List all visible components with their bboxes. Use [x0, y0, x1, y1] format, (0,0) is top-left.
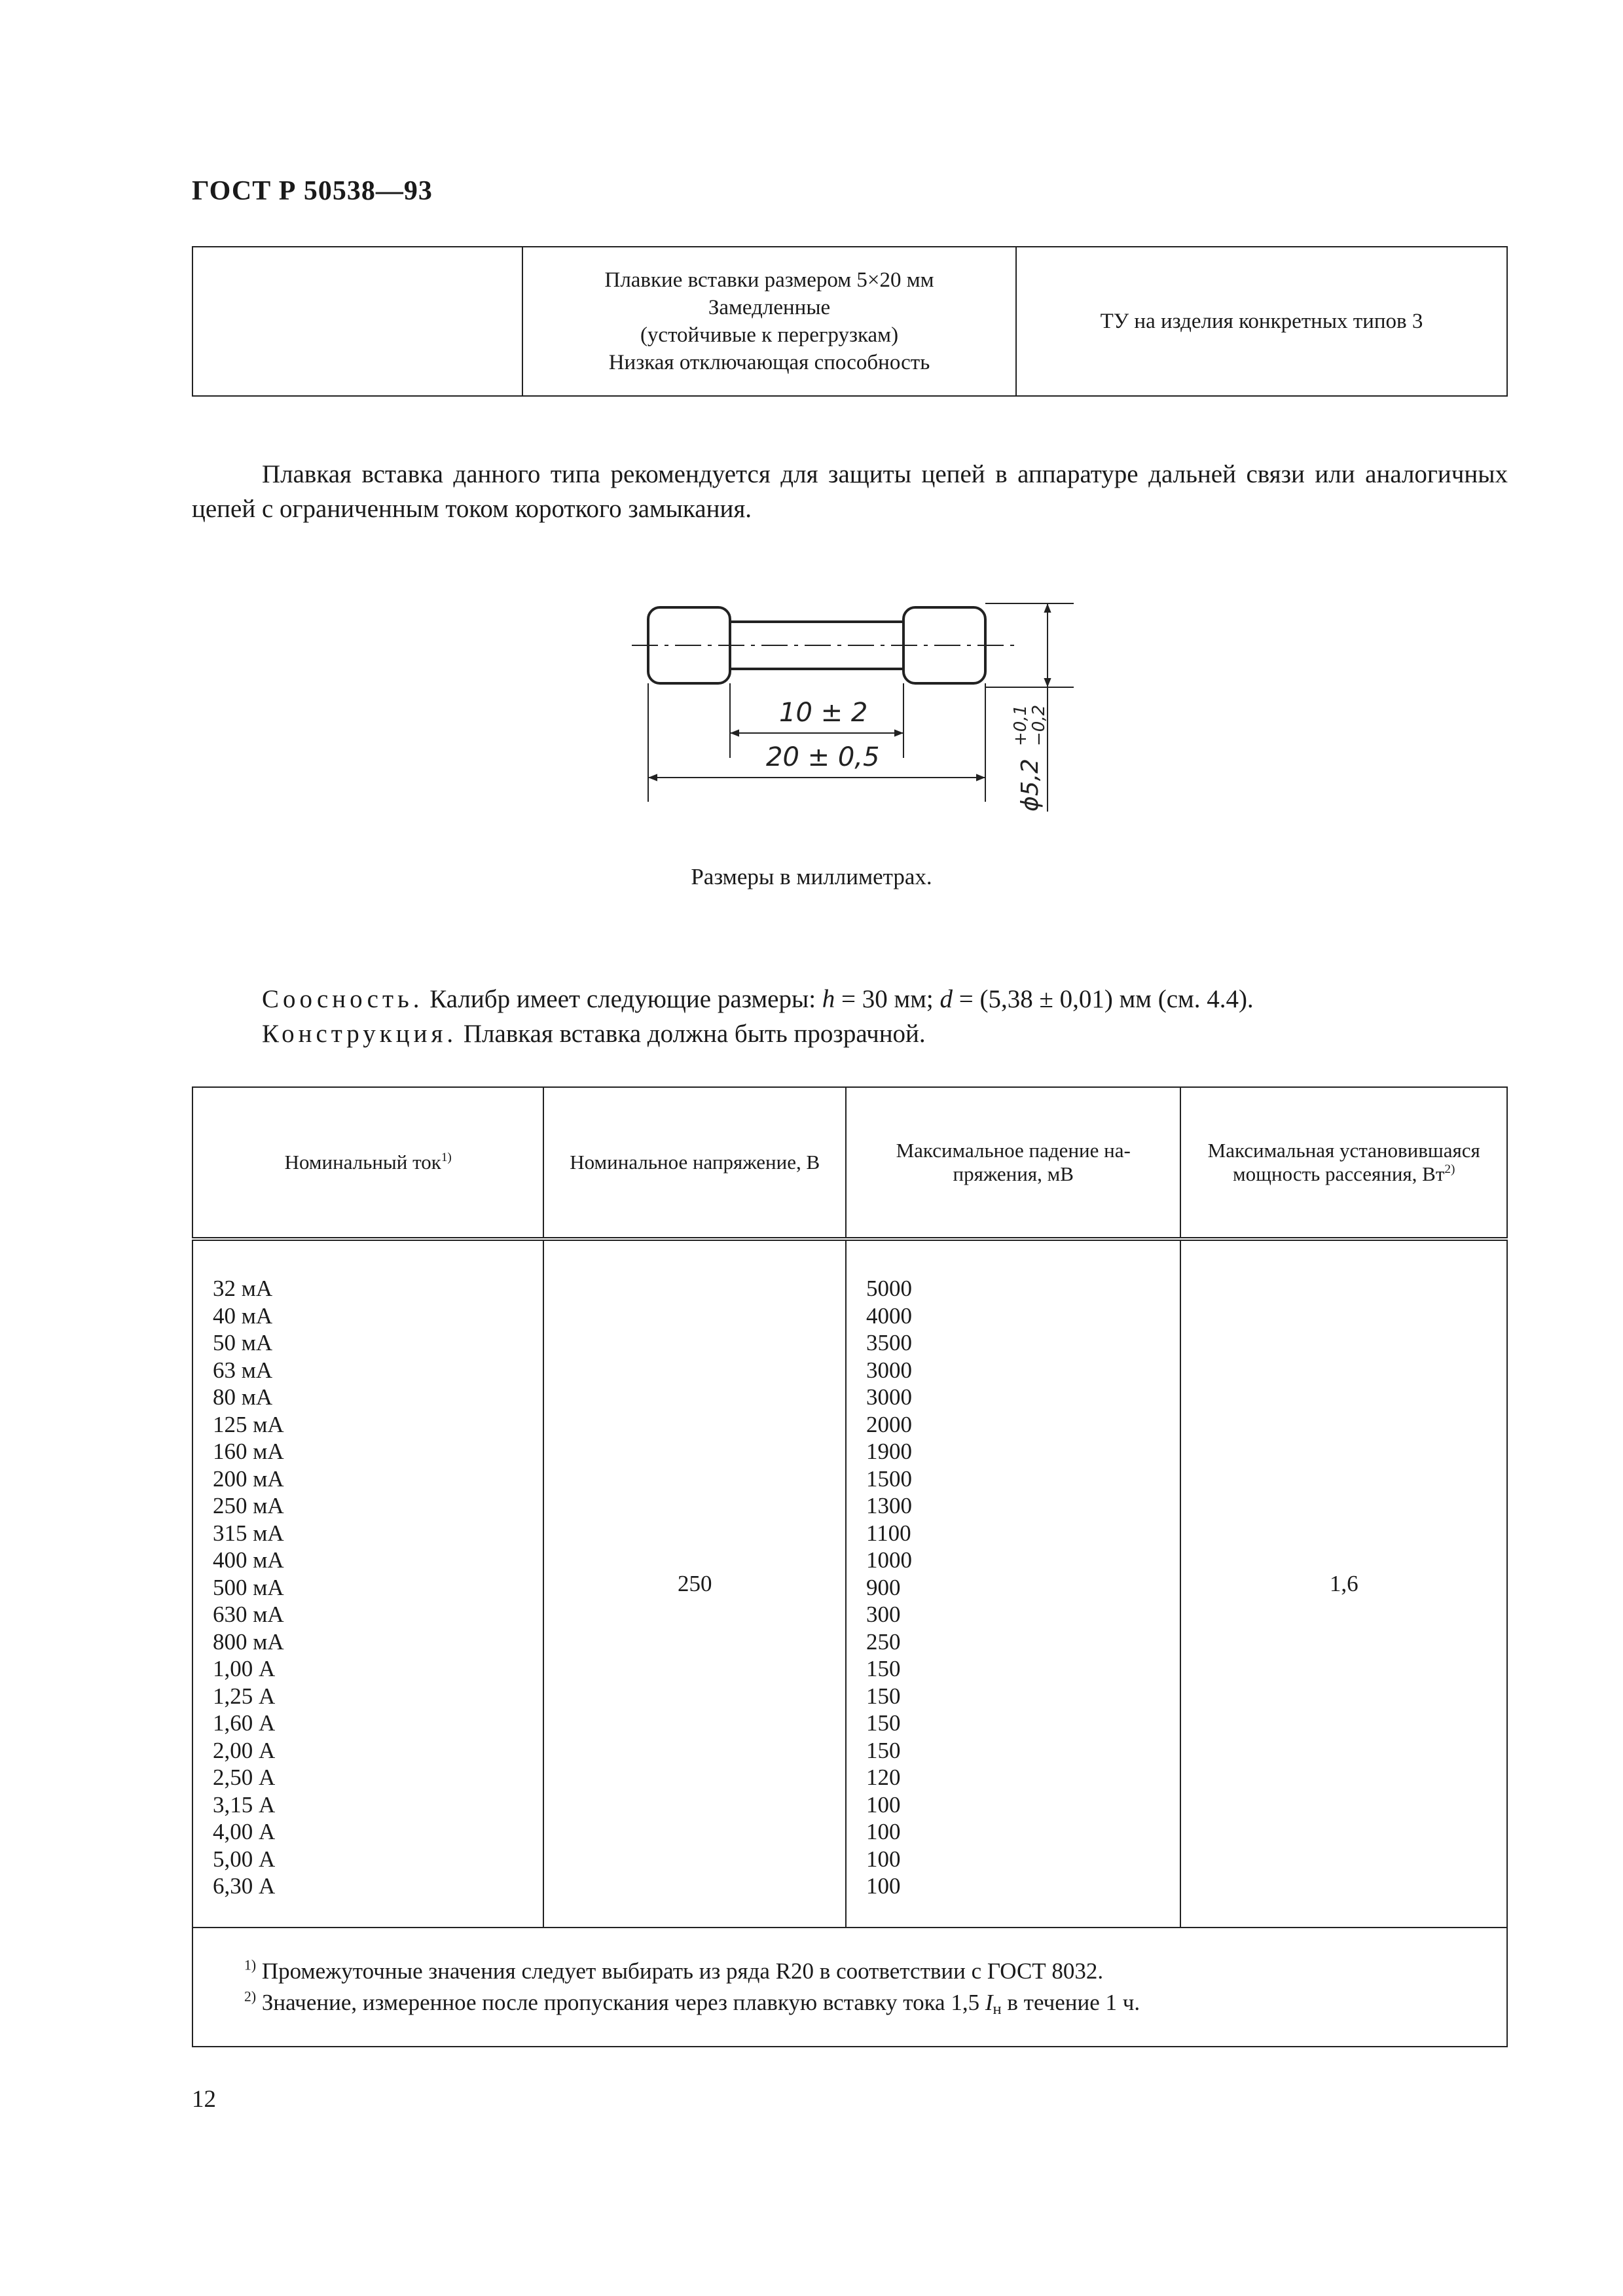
construction-text: Плавкая вставка должна быть прозрачной.	[457, 1020, 926, 1048]
voltage-drop-value: 100	[866, 1791, 901, 1818]
header-power: Максимальная установившаяся мощность рассеяния, $Вт^{2)}$	[1180, 1087, 1507, 1239]
current-value: 630 мА	[213, 1602, 284, 1627]
table-footnotes	[192, 1928, 1507, 2047]
current-value: 200 мА	[213, 1465, 284, 1492]
voltage-drop-value: 150	[866, 1656, 901, 1681]
current-value: 2,50 А	[213, 1765, 276, 1790]
construction-term: Конструкция.	[262, 1020, 458, 1048]
construction-line	[192, 1016, 1508, 1051]
voltage-drop-value: 150	[866, 1683, 901, 1709]
current-value: 63 мА	[213, 1357, 273, 1383]
dim-tolerance-upper: +0,1	[1011, 704, 1030, 746]
voltage-drop-value: 1000	[866, 1547, 912, 1573]
current-value: 125 мА	[213, 1411, 284, 1437]
voltage-drop-value: 1500	[866, 1465, 912, 1492]
footnote-ref: 1)	[441, 1151, 452, 1165]
voltage-drop-value: 100	[866, 1819, 901, 1844]
voltage-value: 250	[543, 1239, 846, 1928]
figure-caption: Размеры в миллиметрах.	[691, 864, 932, 889]
h-symbol: h	[822, 985, 835, 1013]
voltage-drop-value: 1100	[866, 1520, 911, 1546]
alignment-term: Соосность.	[262, 985, 424, 1013]
current-value: 500 мА	[213, 1574, 284, 1600]
current-value: 1,60 А	[213, 1710, 276, 1736]
type-table-description-cell	[522, 247, 1016, 396]
page-number: 12	[192, 2086, 216, 2113]
voltage-drop-value: 1300	[866, 1493, 912, 1518]
current-value: 50 мА	[213, 1330, 273, 1355]
document-header: ГОСТ Р 50538—93	[192, 176, 433, 206]
header-voltage: Номинальное напряжение, В	[543, 1087, 846, 1239]
current-value: 32 мА	[213, 1276, 273, 1301]
current-value: 160 мА	[213, 1439, 284, 1464]
voltage-drop-value: 150	[866, 1737, 901, 1763]
voltage-drop-value: 3000	[866, 1357, 912, 1383]
voltage-drop-value: 3000	[866, 1384, 912, 1410]
current-value: 400 мА	[213, 1547, 284, 1573]
type-description-line: Плавкие вставки размером 5×20 мм	[604, 268, 934, 292]
d-symbol: d	[939, 985, 953, 1013]
intro-paragraph: Плавкая вставка данного типа рекомендуется для защиты цепей в аппаратуре дальней связи или аналогичных цепей с ограниченным током короткого замыкания.	[192, 460, 1508, 523]
footnote-ref: 2)	[1444, 1162, 1455, 1177]
dim-label-length: 20 ± 0,5	[766, 742, 880, 772]
d-value: = (5,38 ± 0,01) мм (см. 4.4).	[952, 985, 1254, 1013]
voltage-drop-value: 100	[866, 1846, 901, 1872]
type-description-line: (устойчивые к перегрузкам)	[640, 323, 899, 347]
current-value: 4,00 А	[213, 1819, 276, 1844]
dim-tolerance-lower: −0,2	[1029, 704, 1049, 746]
current-value: 1,00 А	[213, 1656, 276, 1681]
current-value: 40 мА	[213, 1302, 273, 1329]
voltage-drop-values-cell	[846, 1239, 1180, 1928]
current-value: 315 мА	[213, 1520, 284, 1546]
type-description-line: Замедленные	[708, 296, 831, 319]
current-value: 800 мА	[213, 1628, 284, 1655]
current-value: 80 мА	[213, 1384, 273, 1410]
type-table-spec-cell: ТУ на изделия конкретных типов 3	[1016, 247, 1507, 396]
voltage-drop-value: 100	[866, 1873, 901, 1899]
current-value: 5,00 А	[213, 1846, 276, 1872]
voltage-drop-value: 3500	[866, 1330, 912, 1355]
voltage-drop-value: 120	[866, 1765, 901, 1790]
voltage-drop-value: 250	[866, 1628, 901, 1655]
header-voltage-drop: Максимальное падение на-пряжения, мВ	[846, 1087, 1180, 1239]
current-value: 2,00 А	[213, 1737, 276, 1763]
type-description-line: Низкая отключающая способность	[608, 351, 930, 374]
type-table-empty-cell	[192, 247, 522, 396]
fuse-dimension-drawing	[629, 583, 1087, 818]
alignment-line	[192, 982, 1508, 1016]
alignment-text: Калибр имеет следующие размеры:	[423, 985, 822, 1013]
footnote-2: $^{2)}$ Значение, измеренное после пропускания через плавкую вставку тока 1,5 $I_н$ в течение 1 ч.	[244, 1988, 1140, 2018]
h-value: = 30 мм;	[835, 985, 940, 1013]
voltage-drop-value: 300	[866, 1602, 901, 1627]
voltage-drop-value: 4000	[866, 1302, 912, 1329]
footnote-1: $^{1)}$ Промежуточные значения следует выбирать из ряда R20 в соответствии с ГОСТ 8032.	[244, 1957, 1104, 1984]
voltage-drop-value: 900	[866, 1574, 901, 1600]
voltage-drop-value: 150	[866, 1710, 901, 1736]
dim-label-body: 10 ± 2	[779, 698, 868, 728]
current-value: 3,15 А	[213, 1791, 276, 1818]
ratings-table	[192, 1086, 1508, 2047]
voltage-drop-value: 2000	[866, 1411, 912, 1437]
fuse-type-table	[192, 246, 1508, 397]
dim-label-diameter: ϕ5,2	[1017, 759, 1044, 812]
power-value: 1,6	[1180, 1239, 1507, 1928]
voltage-drop-value: 1900	[866, 1439, 912, 1464]
current-values-cell	[192, 1239, 543, 1928]
header-current: Номинальный ток$^{1)}$	[192, 1087, 543, 1239]
current-value: 1,25 А	[213, 1683, 276, 1709]
voltage-drop-value: 5000	[866, 1276, 912, 1301]
current-value: 6,30 А	[213, 1873, 276, 1899]
current-value: 250 мА	[213, 1493, 284, 1518]
specs-paragraph	[192, 982, 1508, 1051]
